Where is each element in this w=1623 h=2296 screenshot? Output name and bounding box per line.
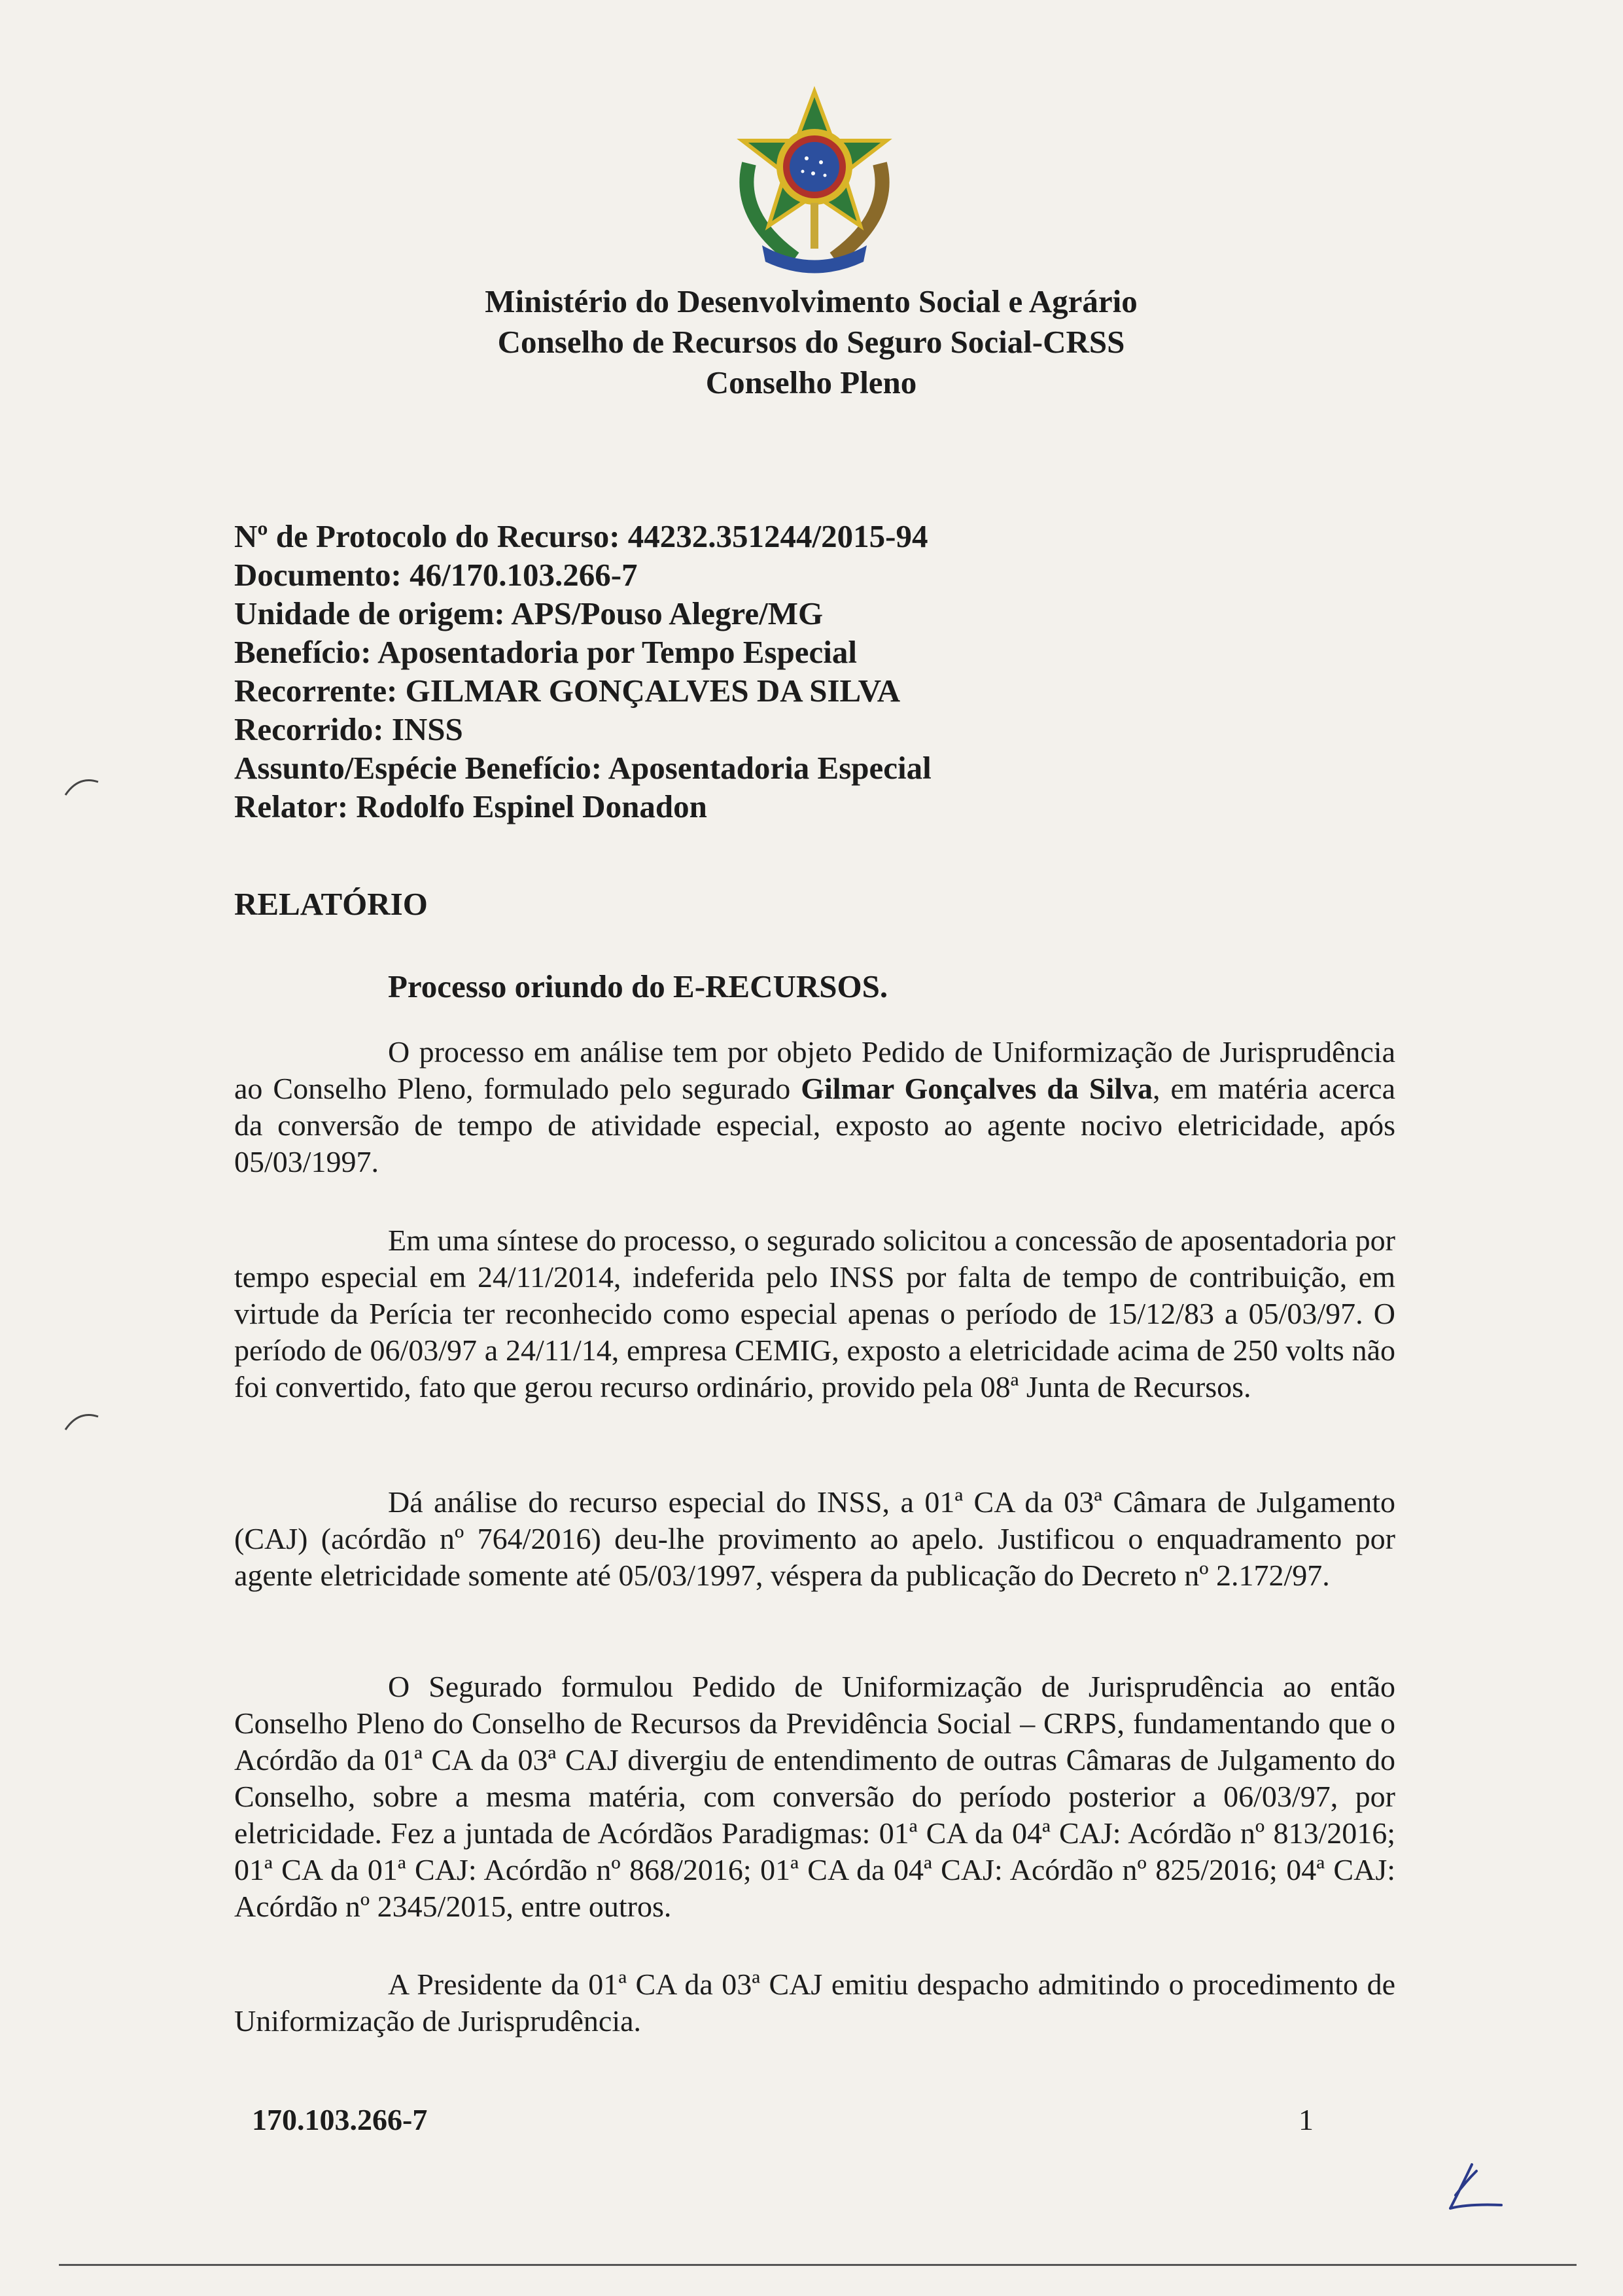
subject: Assunto/Espécie Benefício: Aposentadoria Especial bbox=[234, 750, 932, 786]
paragraph-3: Dá análise do recurso especial do INSS, a 01ª CA da 03ª Câmara de Julgamento (CAJ) (acórdão nº 764/2016) deu-lhe provimento ao apelo. Justificou o enquadramento por agente eletricidade somente até 05/03/1997, véspera da publicação do Decreto nº 2.172/97. bbox=[234, 1485, 1395, 1592]
origin-unit: Unidade de origem: APS/Pouso Alegre/MG bbox=[234, 595, 824, 631]
case-metadata bbox=[234, 517, 1281, 826]
benefit-type: Benefício: Aposentadoria por Tempo Especial bbox=[234, 634, 857, 670]
paragraph-5: A Presidente da 01ª CA da 03ª CAJ emitiu despacho admitindo o procedimento de Uniformização de Jurisprudência. bbox=[234, 1968, 1395, 2038]
handwritten-initials-icon bbox=[1436, 2159, 1508, 2218]
scan-bottom-edge bbox=[59, 2264, 1577, 2266]
rapporteur: Relator: Rodolfo Espinel Donadon bbox=[234, 788, 707, 824]
council-name: Conselho de Recursos do Seguro Social-CRSS bbox=[497, 324, 1125, 360]
page-number: 1 bbox=[1299, 2103, 1314, 2136]
paragraph-1-end: , em matéria acerca da conversão de tempo de atividade especial, exposto ao agente nocivo eletricidade, após 05/03/1997. bbox=[234, 1072, 1395, 1178]
insured-name: Gilmar Gonçalves da Silva bbox=[801, 1072, 1153, 1105]
process-origin: Processo oriundo do E-RECURSOS. bbox=[388, 968, 888, 1004]
coat-of-arms-icon bbox=[723, 85, 906, 285]
document-header bbox=[366, 281, 1256, 403]
appellee: Recorrido: INSS bbox=[234, 711, 463, 747]
ministry-name: Ministério do Desenvolvimento Social e Agrário bbox=[485, 283, 1138, 319]
protocol-number: Nº de Protocolo do Recurso: 44232.351244/2015-94 bbox=[234, 518, 928, 554]
footer-document-number: 170.103.266-7 bbox=[252, 2103, 428, 2136]
document-id: Documento: 46/170.103.266-7 bbox=[234, 557, 638, 593]
section-title: RELATÓRIO bbox=[234, 886, 428, 922]
scan-mark-icon bbox=[62, 772, 101, 798]
paragraph-1-start: O processo em análise tem por objeto Pedido de Uniformização de Jurisprudência ao Conselho Pleno, formulado pelo segurado bbox=[234, 1035, 1395, 1105]
paragraph-1 bbox=[234, 1034, 1395, 1180]
board-name: Conselho Pleno bbox=[705, 364, 917, 400]
paragraph-2: Em uma síntese do processo, o segurado solicitou a concessão de aposentadoria por tempo especial em 24/11/2014, indeferida pelo INSS por falta de tempo de contribuição, em virtude da Perícia ter reconhecido como especial apenas o período de 15/12/83 a 05/03/97. O período de 06/03/97 a 24/11/14, empresa CEMIG, exposto a eletricidade acima de 250 volts não foi convertido, fato que gerou recurso ordinário, provido pela 08ª Junta de Recursos. bbox=[234, 1224, 1395, 1404]
paragraph-4: O Segurado formulou Pedido de Uniformização de Jurisprudência ao então Conselho Pleno do Conselho de Recursos da Previdência Social – CRPS, fundamentando que o Acórdão da 01ª CA da 03ª CAJ divergiu de entendimento de outras Câmaras de Julgamento do Conselho, sobre a mesma matéria, com conversão do período posterior a 06/03/97, por eletricidade. Fez a juntada de Acórdãos Paradigmas: 01ª CA da 04ª CAJ: Acórdão nº 813/2016; 01ª CA da 01ª CAJ: Acórdão nº 868/2016; 01ª CA da 04ª CAJ: Acórdão nº 825/2016; 04ª CAJ: Acórdão nº 2345/2015, entre outros. bbox=[234, 1670, 1395, 1923]
appellant: Recorrente: GILMAR GONÇALVES DA SILVA bbox=[234, 673, 901, 709]
scan-mark-icon bbox=[62, 1407, 101, 1433]
